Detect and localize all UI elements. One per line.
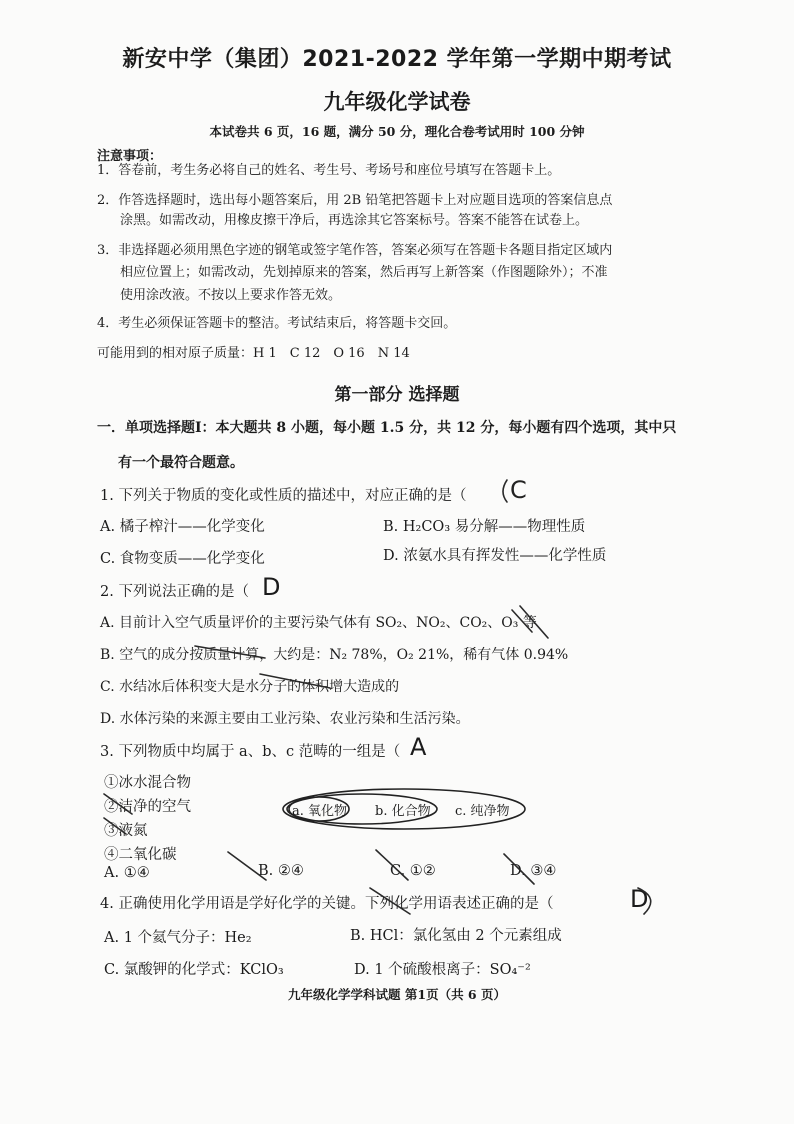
q1-stem: 1. 下列关于物质的变化或性质的描述中，对应正确的是（ — [100, 488, 467, 504]
q3-option-d: D. ③④ — [510, 863, 557, 879]
notice-item-3-cont1: 相应位置上；如需改动，先划掉原来的答案，然后再写上新答案（作图题除外）；不准 — [120, 265, 608, 280]
exam-subtitle: 九年级化学试卷 — [323, 90, 471, 114]
q2-option-b: B. 空气的成分按质量计算，大约是：N₂ 78%，O₂ 21%，稀有气体 0.94% — [100, 647, 569, 663]
notice-item-2-cont: 涂黑。如需改动，用橡皮擦干净后，再选涂其它答案标号。答案不能答在试卷上。 — [120, 213, 589, 228]
ellipse-label-b: b. 化合物 — [375, 804, 431, 819]
q1-handwritten-answer: C — [510, 476, 527, 504]
q3-handwritten-answer: A — [410, 733, 427, 761]
ellipse-label-a: a. 氧化物 — [292, 804, 348, 819]
notice-item-2: 2．作答选择题时，选出每小题答案后，用 2B 铅笔把答题卡上对应题目选项的答案信息点 — [97, 193, 613, 208]
q4-option-b: B. HCl：氯化氢由 2 个元素组成 — [350, 928, 562, 944]
notice-item-1: 1．答卷前，考生务必将自己的姓名、考生号、考场号和座位号填写在答题卡上。 — [97, 163, 561, 178]
exam-title: 新安中学（集团）2021-2022 学年第一学期中期考试 — [122, 47, 672, 72]
q3-option-a: A. ①④ — [104, 865, 150, 881]
q3-item-1: ①冰水混合物 — [104, 775, 191, 791]
ellipse-label-c: c. 纯净物 — [455, 804, 510, 819]
q4-option-c: C. 氯酸钾的化学式：KClO₃ — [104, 962, 284, 978]
q1-paren-mark — [503, 480, 507, 502]
q4-handwritten-answer: D — [630, 885, 649, 913]
notice-item-3: 3．非选择题必须用黑色字迹的钢笔或签字笔作答，答案必须写在答题卡各题目指定区域内 — [97, 243, 613, 258]
section-title: 第一部分 选择题 — [334, 385, 460, 405]
q1-option-c: C. 食物变质——化学变化 — [100, 551, 265, 567]
q4-stem: 4. 正确使用化学用语是学好化学的关键。下列化学用语表述正确的是（ — [100, 896, 554, 912]
section-instruction: 一．单项选择题Ⅰ：本大题共 8 小题，每小题 1.5 分，共 12 分，每小题有四个选项，其中只 — [97, 420, 677, 436]
q3-option-b: B. ②④ — [258, 863, 304, 879]
q2-option-d: D. 水体污染的来源主要由工业污染、农业污染和生活污染。 — [100, 711, 470, 727]
q3-stem: 3. 下列物质中均属于 a、b、c 范畴的一组是（ — [100, 744, 401, 760]
q2-handwritten-answer: D — [262, 573, 281, 601]
q4-option-a: A. 1 个氦气分子：He₂ — [104, 930, 252, 946]
q1-option-b: B. H₂CO₃ 易分解——物理性质 — [383, 519, 586, 535]
q2-stem: 2. 下列说法正确的是（ — [100, 584, 249, 600]
q1-option-d: D. 浓氨水具有挥发性——化学性质 — [383, 548, 607, 564]
notice-title: 注意事项： — [97, 149, 163, 164]
notice-item-4: 4．考生必须保证答题卡的整洁。考试结束后，将答题卡交回。 — [97, 316, 457, 331]
atomic-mass-line: 可能用到的相对原子质量：H 1 C 12 O 16 N 14 — [97, 346, 410, 361]
q3-option-c: C. ①② — [390, 863, 436, 879]
q1-option-a: A. 橘子榨汁——化学变化 — [100, 519, 265, 535]
q3-item-2: ②洁净的空气 — [104, 799, 191, 815]
q2-option-a: A. 目前计入空气质量评价的主要污染气体有 SO₂、NO₂、CO₂、O₃ 等 — [100, 615, 537, 631]
q3-item-3: ③液氮 — [104, 823, 148, 839]
q4-option-d: D. 1 个硫酸根离子：SO₄⁻² — [354, 962, 531, 978]
notice-item-3-cont2: 使用涂改液。不按以上要求作答无效。 — [120, 288, 342, 303]
q3-item-4: ④二氧化碳 — [104, 847, 177, 863]
q2-option-c: C. 水结冰后体积变大是水分子的体积增大造成的 — [100, 679, 400, 695]
page-footer: 九年级化学学科试题 第1页（共 6 页） — [288, 987, 506, 1002]
exam-info: 本试卷共 6 页，16 题，满分 50 分，理化合卷考试用时 100 分钟 — [209, 124, 585, 139]
section-instruction-cont: 有一个最符合题意。 — [118, 455, 244, 471]
